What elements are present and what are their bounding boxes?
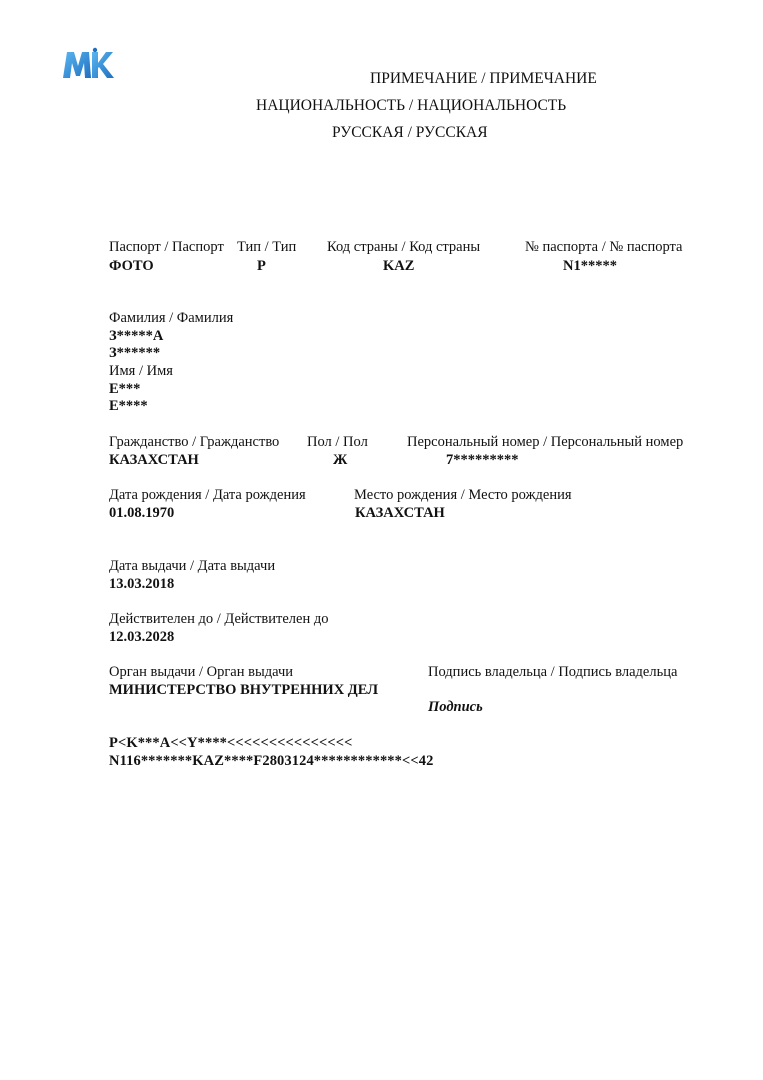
- type-label: Тип / Тип: [237, 239, 297, 255]
- citizenship-value: КАЗАХСТАН: [109, 452, 199, 468]
- company-logo: [60, 46, 116, 82]
- sex-label: Пол / Пол: [307, 434, 368, 450]
- nationality-label: НАЦИОНАЛЬНОСТЬ / НАЦИОНАЛЬНОСТЬ: [256, 97, 567, 114]
- nationality-value: РУССКАЯ / РУССКАЯ: [332, 124, 488, 141]
- given-name-value-2: Е****: [109, 398, 148, 414]
- valid-until-value: 12.03.2028: [109, 629, 175, 645]
- passport-number-label: № паспорта / № паспорта: [525, 239, 683, 255]
- personal-number-value: 7*********: [446, 452, 519, 468]
- date-of-birth-value: 01.08.1970: [109, 505, 175, 521]
- surname-value-2: З******: [109, 345, 161, 361]
- surname-value-1: З*****А: [109, 328, 164, 344]
- country-code-label: Код страны / Код страны: [327, 239, 481, 255]
- issuing-authority-value: МИНИСТЕРСТВО ВНУТРЕННИХ ДЕЛ: [109, 682, 379, 698]
- place-of-birth-label: Место рождения / Место рождения: [354, 487, 572, 503]
- surname-label: Фамилия / Фамилия: [109, 310, 234, 326]
- passport-label: Паспорт / Паспорт: [109, 239, 224, 255]
- holder-signature-value: Подпись: [428, 699, 483, 715]
- place-of-birth-value: КАЗАХСТАН: [355, 505, 445, 521]
- sex-value: Ж: [333, 452, 348, 468]
- holder-signature-label: Подпись владельца / Подпись владельца: [428, 664, 678, 680]
- country-code-value: KAZ: [383, 258, 415, 274]
- note-header: ПРИМЕЧАНИЕ / ПРИМЕЧАНИЕ: [370, 70, 597, 87]
- personal-number-label: Персональный номер / Персональный номер: [407, 434, 684, 450]
- type-value: P: [257, 258, 266, 274]
- issuing-authority-label: Орган выдачи / Орган выдачи: [109, 664, 294, 680]
- mrz-line-1: P<K***A<<Y****<<<<<<<<<<<<<<<: [109, 735, 353, 751]
- given-name-label: Имя / Имя: [109, 363, 173, 379]
- citizenship-label: Гражданство / Гражданство: [109, 434, 280, 450]
- passport-value: ФОТО: [109, 258, 154, 274]
- issue-date-value: 13.03.2018: [109, 576, 175, 592]
- given-name-value-1: Е***: [109, 381, 141, 397]
- valid-until-label: Действителен до / Действителен до: [109, 611, 329, 627]
- mrz-line-2: N116*******KAZ****F2803124************<<42: [109, 753, 434, 769]
- issue-date-label: Дата выдачи / Дата выдачи: [109, 558, 276, 574]
- passport-number-value: N1*****: [563, 258, 617, 274]
- date-of-birth-label: Дата рождения / Дата рождения: [109, 487, 306, 503]
